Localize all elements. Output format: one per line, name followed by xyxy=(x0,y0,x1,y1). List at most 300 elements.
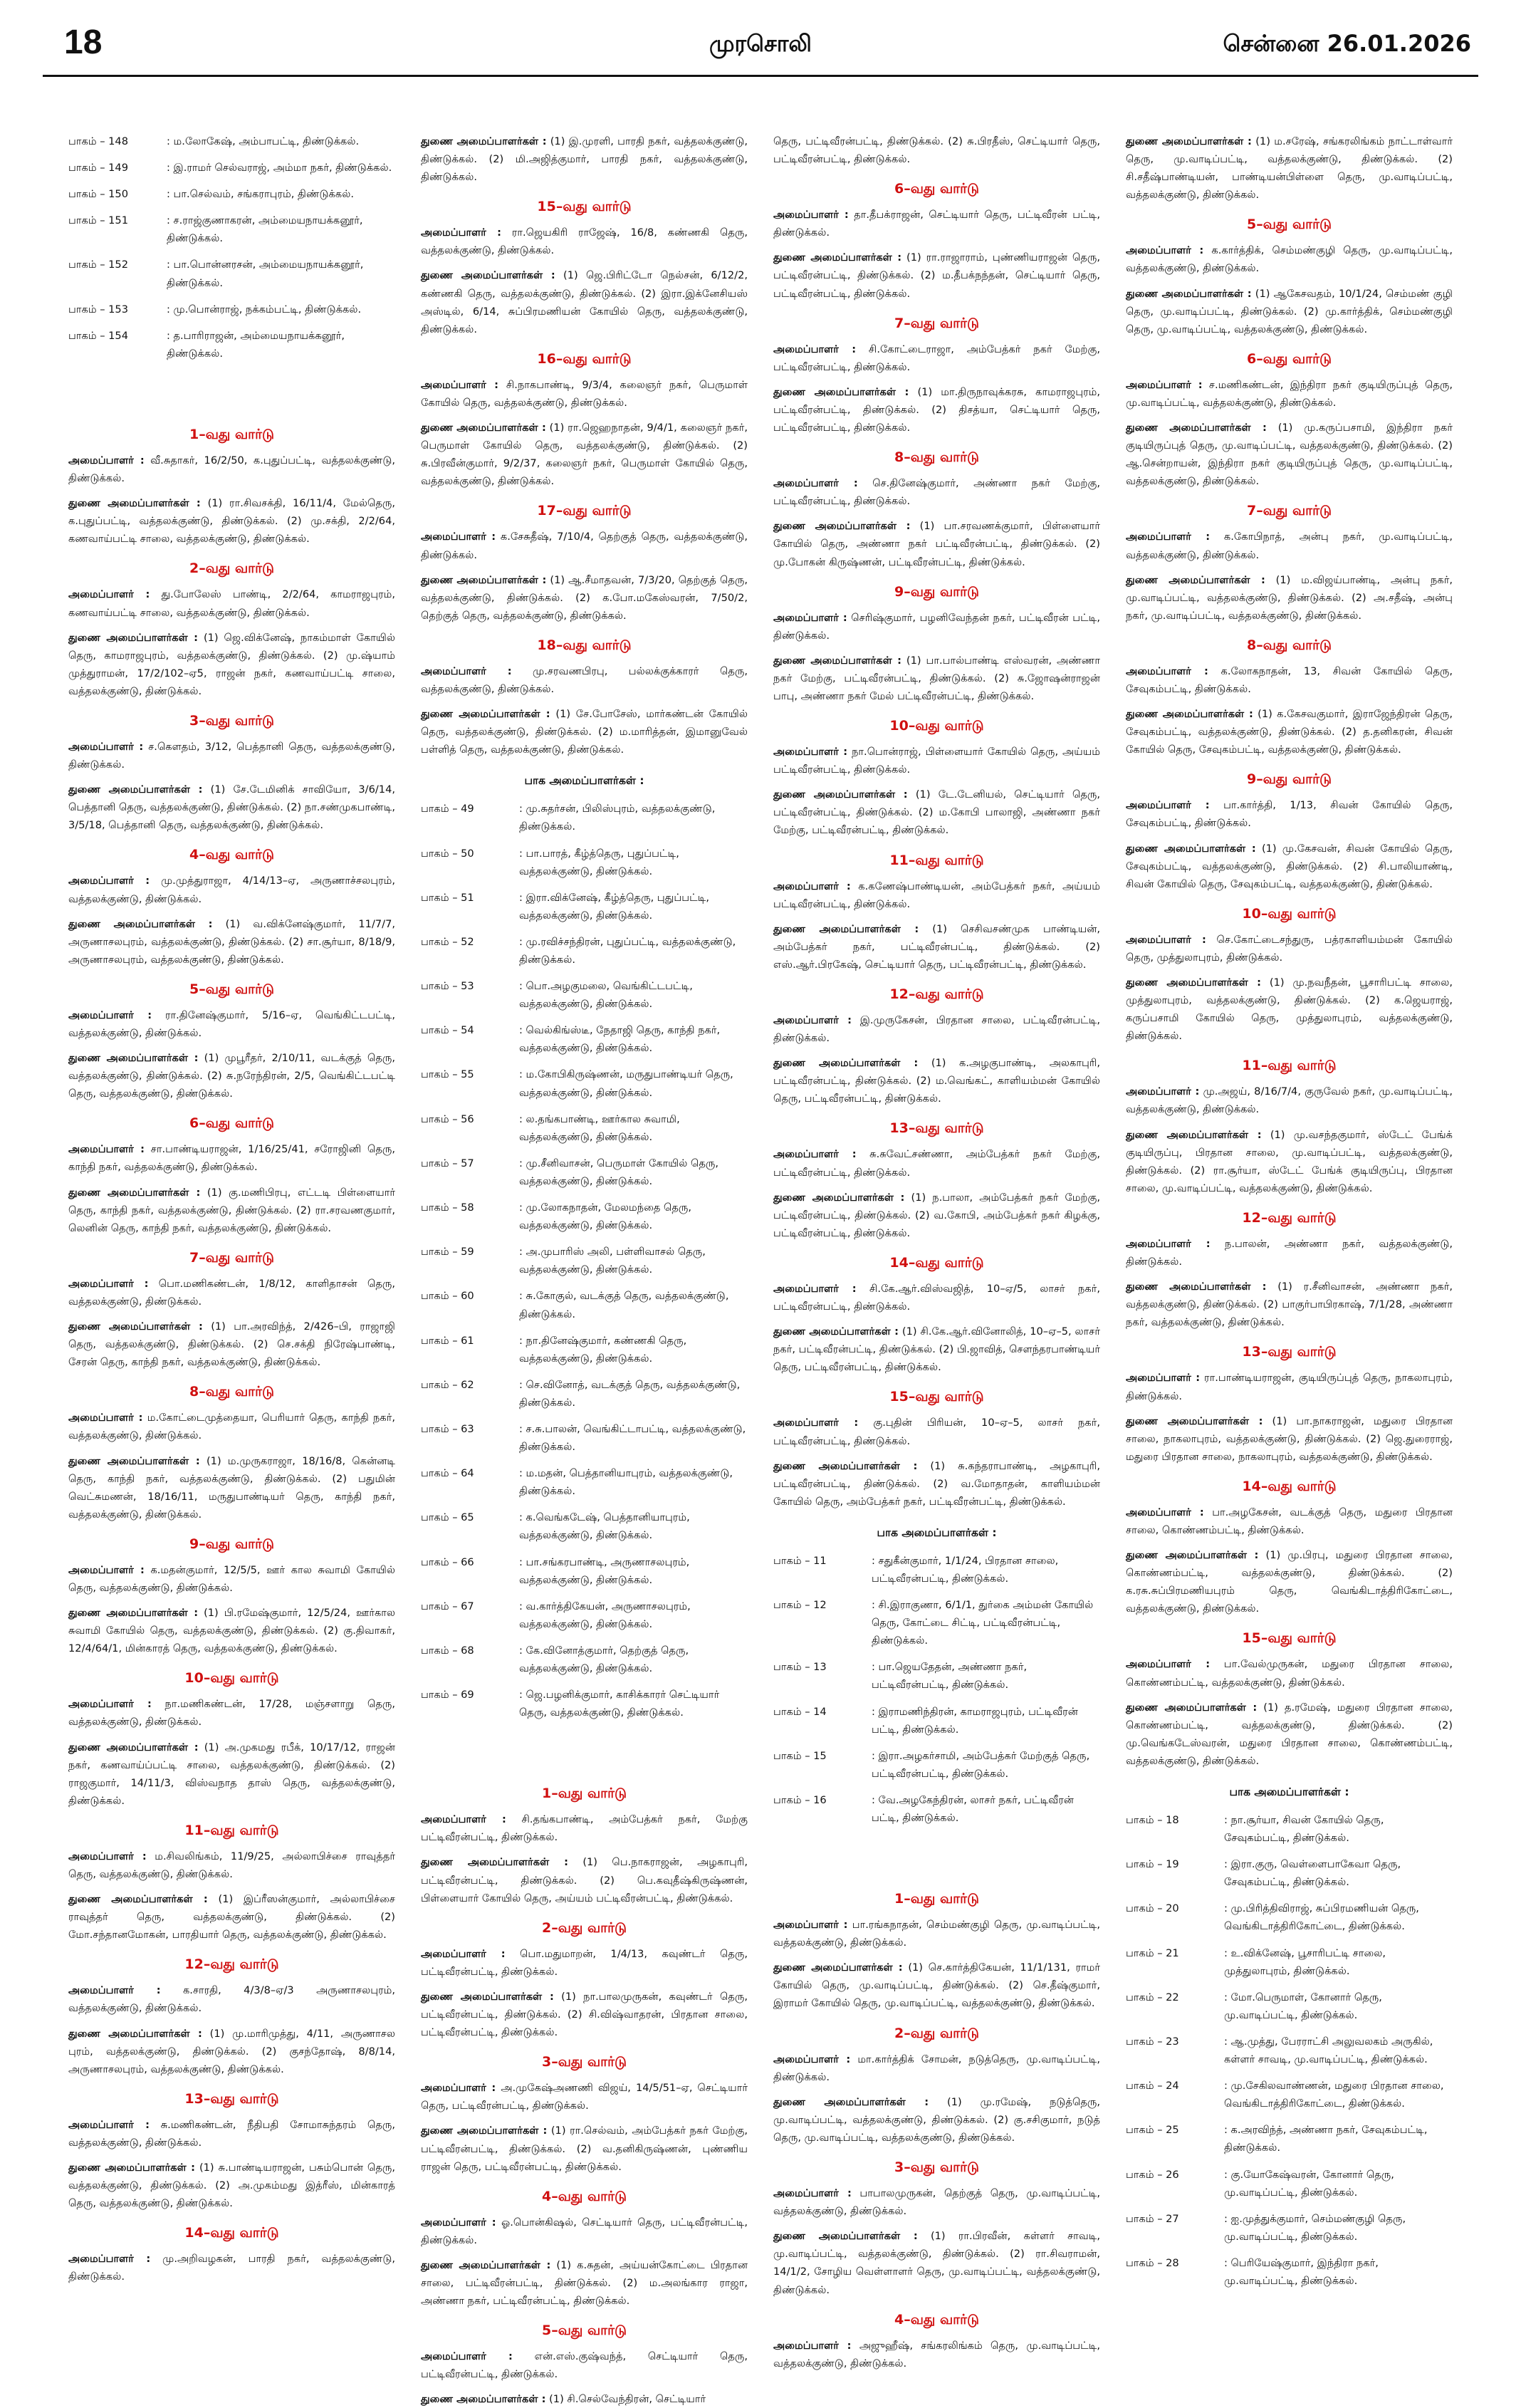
deputy-names: (1) ரா.ராஜாராம், புண்ணியராஜன் தெரு, பட்டிவீரன்பட்டி, திண்டுக்கல். (2) ம.தீபக்நந்தன், செட்டியார் தெரு, பட்டிவீரன்பட்டி, திண்டுக்கல். xyxy=(773,251,1100,300)
deputy-label: துணை அமைப்பாளர்கள் : xyxy=(1126,1281,1267,1293)
deputy-organisers-entry xyxy=(68,781,395,834)
organiser-label: அமைப்பாளர் : xyxy=(1126,1506,1204,1518)
deputy-label: துணை அமைப்பாளர்கள் : xyxy=(773,654,901,667)
deputy-organisers-entry xyxy=(68,1604,395,1657)
deputy-label: துணை அமைப்பாளர்கள் : xyxy=(68,1741,199,1753)
booth-entry xyxy=(1126,1989,1453,2024)
ward-heading: 16–வது வார்டு xyxy=(537,350,632,367)
deputy-names: (1) ரா.பிரவீன், கள்ளர் சாவடி, மு.வாடிப்பட்டி, வத்தலக்குண்டு, திண்டுக்கல். (2) ரா.சிவராமன், 14/1/2, சோழிய வெள்ளாளர் தெரு, மு.வாடிப்பட்டி, வத்தலக்குண்டு, திண்டுக்கல். xyxy=(773,2230,1100,2296)
booth-incharge: : செ.வினோத், வடக்குத் தெரு, வத்தலக்குண்டு, திண்டுக்கல். xyxy=(519,1378,741,1409)
deputy-organisers-entry xyxy=(68,1049,395,1103)
deputy-names: (1) க.சுதன், அய்யன்கோட்டை பிரதான சாலை, பட்டிவீரன்பட்டி, திண்டுக்கல். (2) ம.அலங்கார ராஜா, அண்ணா நகர், பட்டிவீரன்பட்டி, திண்டுக்கல். xyxy=(421,2258,748,2308)
organiser-name: ரா.பாண்டியராஜன், குடியிருப்புத் தெரு, நாகலாபுரம், திண்டுக்கல். xyxy=(1126,1372,1453,1402)
organiser-entry xyxy=(68,738,395,773)
organiser-entry xyxy=(421,376,748,412)
deputy-organisers-entry xyxy=(421,2390,748,2408)
booth-entry xyxy=(68,159,395,177)
organiser-name: மா.கார்த்திக் சோமன், நடுத்தெரு, மு.வாடிப்பட்டி, திண்டுக்கல். xyxy=(773,2053,1101,2083)
organiser-label: அமைப்பாளர் : xyxy=(421,664,512,677)
spacer xyxy=(68,371,395,414)
deputy-names: (1) மு.ரமேஷ், நடுத்தெரு, மு.வாடிப்பட்டி, வத்தலக்குண்டு, திண்டுக்கல். (2) கு.சசிகுமார், நடுத் தெரு, மு.வாடிப்பட்டி, வத்தலக்குண்டு, திண்டுக்கல். xyxy=(773,2095,1100,2144)
organiser-entry xyxy=(773,474,1100,510)
booth-number: பாகம் – 54 xyxy=(421,1024,474,1037)
organiser-entry xyxy=(68,2116,395,2152)
booth-incharge: : மு.லோகநாதன், மேலமந்தை தெரு, வத்தலக்குண்டு, திண்டுக்கல். xyxy=(519,1202,692,1232)
booth-incharge: : க.வெங்கடேஷ், பெத்தானியாபுரம், வத்தலக்குண்டு, திண்டுக்கல். xyxy=(519,1511,690,1542)
booth-number: பாகம் – 13 xyxy=(773,1661,827,1674)
column-2 xyxy=(421,132,748,2406)
organiser-entry xyxy=(773,1145,1100,1181)
booth-incharge: : பா.செல்வம், சங்கராபுரம், திண்டுக்கல். xyxy=(167,188,354,201)
organiser-label: அமைப்பாளர் : xyxy=(421,531,496,543)
organiser-name: சி.நாகபாண்டி, 9/3/4, கலைஞர் நகர், பெருமாள் கோயில் தெரு, வத்தலக்குண்டு, திண்டுக்கல். xyxy=(421,378,748,409)
booth-number: பாகம் – 151 xyxy=(68,214,128,227)
booth-incharge: : பெரியேஷ்குமார், இந்திரா நகர், மு.வாடிப்பட்டி, திண்டுக்கல். xyxy=(1224,2256,1379,2287)
booth-entry xyxy=(68,185,395,203)
booth-entry xyxy=(421,1065,748,1101)
deputy-names: (1) க.கேசவகுமார், இராஜேந்திரன் தெரு, சேவுகம்பட்டி, வத்தலக்குண்டு, திண்டுக்கல். (2) த.தனிகரன், சிவன் கோயில் தெரு, சேவுகம்பட்டி, வத்தலக்குண்டு, திண்டுக்கல். xyxy=(1126,708,1453,756)
deputy-organisers-entry xyxy=(773,920,1100,974)
booth-entry xyxy=(773,1596,1100,1649)
deputy-organisers-entry xyxy=(1126,705,1453,759)
booth-entry xyxy=(421,1287,748,1323)
spacer xyxy=(773,1835,1100,1878)
booth-entry xyxy=(773,1703,1100,1739)
deputy-names: (1) இ.முரளி, பாரதி நகர், வத்தலக்குண்டு, திண்டுக்கல். (2) மி.அஜித்குமார், பாரதி நகர், வத்தலக்குண்டு, திண்டுக்கல். xyxy=(421,135,748,184)
booth-number: பாகம் – 19 xyxy=(1126,1858,1179,1871)
deputy-names: (1) மு.நவநீதன், பூசாரிபட்டி சாலை, முத்துலாபுரம், வத்தலக்குண்டு, திண்டுக்கல். (2) க.ஜெயராஜ், கருப்பசாமி கோயில் தெரு, முத்துலாபுரம், வத்தலக்குண்டு, திண்டுக்கல். xyxy=(1126,976,1453,1043)
deputy-label: துணை அமைப்பாளர்கள் : xyxy=(68,1607,199,1620)
organiser-entry xyxy=(68,585,395,621)
booth-incharge: : பொ.அழகுமலை, வெங்கிட்டபட்டி, வத்தலக்குண்டு, திண்டுக்கல். xyxy=(519,980,693,1011)
organiser-label: அமைப்பாளர் : xyxy=(773,1417,859,1429)
ward-heading: 4–வது வார்டு xyxy=(542,2188,627,2204)
booth-number: பாகம் – 64 xyxy=(421,1467,474,1480)
deputy-organisers-entry xyxy=(773,1054,1100,1107)
booth-incharge: : ம.மதன், பெத்தானியாபுரம், வத்தலக்குண்டு, திண்டுக்கல். xyxy=(519,1467,733,1498)
booth-number: பாகம் – 16 xyxy=(773,1793,827,1806)
organiser-name: பா.ரங்கநாதன், செம்மண்குழி தெரு, மு.வாடிப்பட்டி, வத்தலக்குண்டு, திண்டுக்கல். xyxy=(773,1919,1100,1949)
ward-heading: 13–வது வார்டு xyxy=(889,1120,984,1137)
organiser-name: ரா.தினேஷ்குமார், 5/16–ஏ, வெங்கிட்டபட்டி, வத்தலக்குண்டு, திண்டுக்கல். xyxy=(68,1008,396,1039)
booth-number: பாகம் – 50 xyxy=(421,847,474,860)
ward-heading: 12–வது வார்டு xyxy=(184,1956,279,1973)
organiser-name: க.சாரதி, 4/3/8–ஏ/3 அருணாசலபுரம், வத்தலக்குண்டு, திண்டுக்கல். xyxy=(68,1984,396,2015)
booth-entry xyxy=(1126,1944,1453,1980)
deputy-label: துணை அமைப்பாளர்கள் : xyxy=(421,2258,551,2271)
deputy-names: (1) சு.பாண்டியராஜன், பசும்பொன் தெரு, வத்தலக்குண்டு, திண்டுக்கல். (2) அ.முகம்மது இத்ரீஸ், மின்காரத் தெரு, வத்தலக்குண்டு, திண்டுக்கல். xyxy=(68,2162,396,2210)
organiser-label: அமைப்பாளர் : xyxy=(773,880,851,892)
booth-entry xyxy=(421,1420,748,1456)
organiser-name: மு.அஜய், 8/16/7/4, குருவேல் நகர், மு.வாடிப்பட்டி, வத்தலக்குண்டு, திண்டுக்கல். xyxy=(1126,1085,1453,1116)
booth-entry xyxy=(421,1243,748,1278)
organiser-label: அமைப்பாளர் : xyxy=(421,1947,506,1960)
organiser-name: க.லோகநாதன், 13, சிவன் கோயில் தெரு, சேவுகம்பட்டி, திண்டுக்கல். xyxy=(1126,664,1453,695)
organiser-name: செரிஷ்குமார், பழனிவேந்தன் நகர், பட்டிவீரன் பட்டி, திண்டுக்கல். xyxy=(773,611,1100,642)
deputy-names: (1) பா.அரவிந்த், 2/426–பி, ராஜாஜி தெரு, வத்தலக்குண்டு, திண்டுக்கல். (2) செ.சக்தி நிரேஷ்பாண்டி, சேரன் தெரு, காந்தி நகர், வத்தலக்குண்டு, திண்டுக்கல். xyxy=(68,1320,395,1369)
column-4 xyxy=(1126,132,1453,2333)
booth-number: பாகம் – 23 xyxy=(1126,2035,1179,2048)
deputy-names: (1) சே.டேமினிக் சாவியோ, 3/6/14, பெத்தானி தெரு, வத்தலக்குண்டு, திண்டுக்கல். (2) நா.சண்முகபாண்டி, 3/5/18, பெத்தானி தெரு, வத்தலக்குண்டு, திண்டுக்கல். xyxy=(68,783,396,832)
organiser-name: தா.தீபக்ராஜன், செட்டியார் தெரு, பட்டிவீரன் பட்டி, திண்டுக்கல். xyxy=(773,209,1100,239)
deputy-names: (1) செசிவசண்முக பாண்டியன், அம்பேத்கர் நகர், பட்டிவீரன்பட்டி, திண்டுக்கல். (2) எஸ்.ஆர்.பிரகேஷ், செட்டியார் தெரு, பட்டிவீரன்பட்டி, திண்டுக்கல். xyxy=(773,922,1100,971)
organiser-label: அமைப்பாளர் : xyxy=(68,1412,143,1424)
booth-number: பாகம் – 67 xyxy=(421,1600,474,1612)
section-heading-booth-organisers: பாக அமைப்பாளர்கள் : xyxy=(1229,1786,1349,1798)
deputy-label: துணை அமைப்பாளர்கள் : xyxy=(68,2027,202,2040)
booth-entry xyxy=(421,933,748,969)
deputy-label: துணை அமைப்பாளர்கள் : xyxy=(421,2393,546,2406)
deputy-organisers-entry xyxy=(1126,1278,1453,1331)
organiser-entry xyxy=(68,872,395,907)
organiser-name: பா.வேல்முருகன், மதுரை பிரதான சாலை, கொண்ணம்பட்டி, வத்தலக்குண்டு, திண்டுக்கல். xyxy=(1126,1658,1453,1689)
deputy-names: (1) மா.திருநாவுக்கரசு, காமராஜபுரம், பட்டிவீரன்பட்டி, திண்டுக்கல். (2) திசத்யா, செட்டியார் தெரு, பட்டிவீரன்பட்டி, திண்டுக்கல். xyxy=(773,385,1100,434)
organiser-name: ம.கோட்டைமுத்தையா, பெரியார் தெரு, காந்தி நகர், வத்தலக்குண்டு, திண்டுக்கல். xyxy=(68,1412,396,1442)
deputy-label: துணை அமைப்பாளர்கள் : xyxy=(421,1990,554,2003)
booth-number: பாகம் – 63 xyxy=(421,1422,474,1435)
deputy-label: துணை அமைப்பாளர்கள் : xyxy=(421,1856,568,1869)
booth-incharge: : ஆ.முத்து, பேரராட்சி அலுவலகம் அருகில், கள்ளர் சாவடி, மு.வாடிப்பட்டி, திண்டுக்கல். xyxy=(1224,2035,1433,2066)
booth-incharge: : இரா.குரு, வெள்ளைபாகேவா தெரு, சேவுகம்பட்டி, திண்டுக்கல். xyxy=(1224,1858,1401,1889)
booth-entry xyxy=(421,1597,748,1633)
booth-entry xyxy=(421,889,748,924)
dateline: சென்னை 26.01.2026 xyxy=(1223,30,1471,57)
organiser-entry xyxy=(773,877,1100,913)
deputy-names: (1) சி.செல்வேந்திரன், செட்டியார் xyxy=(549,2393,706,2406)
deputy-label: துணை அமைப்பாளர்கள் : xyxy=(68,917,213,930)
deputy-names: (1) செ.கார்த்திகேயன், 11/1/131, ராமர் கோயில் தெரு, மு.வாடிப்பட்டி, திண்டுக்கல். (2) செ.தீஷ்குமார், இராமர் கோயில் தெரு, மு.வாடிப்பட்டி, வத்தலக்குண்டு, திண்டுக்கல். xyxy=(773,1961,1100,2010)
deputy-organisers-entry xyxy=(421,266,748,338)
booth-incharge: : ஐ.முத்துக்குமார், செம்மண்குழி தெரு, மு.வாடிப்பட்டி, திண்டுக்கல். xyxy=(1224,2212,1406,2243)
organiser-name: க.கோபிநாத், அன்பு நகர், மு.வாடிப்பட்டி, வத்தலக்குண்டு, திண்டுக்கல். xyxy=(1126,531,1453,561)
booth-number: பாகம் – 149 xyxy=(68,162,128,174)
deputy-names: (1) த.ரமேஷ், மதுரை பிரதான சாலை, கொண்ணம்பட்டி, வத்தலக்குண்டு, திண்டுக்கல். (2) மு.வெங்கடேஸ்வரன், மதுரை பிரதான சாலை, கொண்ணம்பட்டி, வத்தலக்குண்டு, திண்டுக்கல். xyxy=(1126,1701,1453,1767)
ward-heading: 13–வது வார்டு xyxy=(1242,1344,1337,1360)
organiser-entry xyxy=(1126,931,1453,966)
organiser-name: க.சேசுதீஷ், 7/10/4, தெற்குத் தெரு, வத்தலக்குண்டு, திண்டுக்கல். xyxy=(421,531,748,561)
deputy-organisers-entry xyxy=(1126,1126,1453,1197)
ward-heading: 14–வது வார்டு xyxy=(889,1254,984,1271)
organiser-label: அமைப்பாளர் : xyxy=(421,2350,513,2363)
ward-heading: 1–வது வார்டு xyxy=(542,1786,627,1802)
booth-number: பாகம் – 27 xyxy=(1126,2212,1179,2225)
organiser-name: து.போலேஸ் பாண்டி, 2/2/64, காமராஜபுரம், கணவாய்பட்டி சாலை, வத்தலக்குண்டு, திண்டுக்கல். xyxy=(68,588,395,619)
booth-entry xyxy=(421,1553,748,1589)
booth-number: பாகம் – 56 xyxy=(421,1112,474,1125)
deputy-organisers-entry xyxy=(421,571,748,625)
booth-incharge: : இரா.அழகர்சாமி, அம்பேத்கர் மேற்குத் தெரு, பட்டிவீரன்பட்டி, திண்டுக்கல். xyxy=(872,1749,1090,1780)
booth-entry xyxy=(421,1021,748,1057)
booth-entry xyxy=(68,212,395,247)
booth-number: பாகம் – 154 xyxy=(68,329,128,342)
booth-number: பாகம் – 20 xyxy=(1126,1902,1179,1915)
organiser-name: ஓ.பொன்கிஷல், செட்டியார் தெரு, பட்டிவீரன்பட்டி, திண்டுக்கல். xyxy=(421,2216,748,2246)
booth-incharge: : பா.பொன்னரசன், அம்மையநாயக்கனூர், திண்டுக்கல். xyxy=(167,259,364,289)
deputy-organisers-entry xyxy=(421,705,748,759)
organiser-name: மு.அறிவழகன், பாரதி நகர், வத்தலக்குண்டு, திண்டுக்கல். xyxy=(68,2253,396,2283)
ward-heading: 15–வது வார்டு xyxy=(889,1389,984,1405)
organiser-entry xyxy=(68,1140,395,1176)
organiser-label: அமைப்பாளர் : xyxy=(773,746,848,759)
booth-number: பாகம் – 153 xyxy=(68,303,128,316)
ward-heading: 15–வது வார்டு xyxy=(1242,1630,1337,1647)
booth-number: பாகம் – 60 xyxy=(421,1290,474,1303)
deputy-label: துணை அமைப்பாளர்கள் : xyxy=(773,788,908,801)
booth-number: பாகம் – 58 xyxy=(421,1202,474,1214)
deputy-organisers-entry xyxy=(773,786,1100,839)
organiser-entry xyxy=(1126,1369,1453,1404)
booth-entry xyxy=(1126,2254,1453,2290)
ward-heading: 5–வது வார்டு xyxy=(542,2323,627,2339)
organiser-label: அமைப்பாளர் : xyxy=(421,2216,496,2229)
deputy-names: (1) ஆகேசவதம், 10/1/24, செம்மண் குழி தெரு, மு.வாடிப்பட்டி, திண்டுக்கல். (2) மு.கார்த்திக், செம்மண்குழி தெரு, மு.வாடிப்பட்டி, வத்தலக்குண்டு, திண்டுக்கல். xyxy=(1126,287,1453,335)
deputy-label: துணை அமைப்பாளர்கள் : xyxy=(68,2162,196,2174)
organiser-entry xyxy=(773,609,1100,645)
organiser-name: க.மதன்குமார், 12/5/5, ஊர் கால சுவாமி கோயில் தெரு, வத்தலக்குண்டு, திண்டுக்கல். xyxy=(68,1563,395,1594)
booth-number: பாகம் – 65 xyxy=(421,1511,474,1524)
deputy-label: துணை அமைப்பாளர்கள் : xyxy=(421,135,547,147)
deputy-label: துணை அமைப்பாளர்கள் : xyxy=(773,2230,918,2243)
organiser-entry xyxy=(68,2250,395,2285)
booth-incharge: : நா.சூர்யா, சிவன் கோயில் தெரு, சேவுகம்பட்டி, திண்டுக்கல். xyxy=(1224,1814,1384,1845)
deputy-organisers-entry xyxy=(68,1318,395,1371)
deputy-organisers-entry xyxy=(1126,1546,1453,1617)
deputy-names: (1) மு.கருப்பசாமி, இந்திரா நகர் குடியிருப்புத் தெரு, மு.வாடிப்பட்டி, வத்தலக்குண்டு, திண்டுக்கல். (2) ஆ.சென்றாயன், இந்திரா நகர் குடியிருப்புத் தெரு, மு.வாடிப்பட்டி, வத்தலக்குண்டு, திண்டுக்கல். xyxy=(1126,422,1453,488)
booth-entry xyxy=(421,1508,748,1544)
organiser-label: அமைப்பாளர் : xyxy=(1126,933,1206,946)
booth-entry xyxy=(421,1155,748,1190)
booth-number: பாகம் – 28 xyxy=(1126,2256,1179,2269)
organiser-label: அமைப்பாளர் : xyxy=(1126,531,1211,543)
article-columns xyxy=(68,132,1453,2406)
deputy-label: துணை அமைப்பாளர்கள் : xyxy=(1126,287,1252,300)
booth-number: பாகம் – 11 xyxy=(773,1554,827,1567)
booth-entry xyxy=(773,1791,1100,1827)
deputy-names: (1) முபூரீதர், 2/10/11, வடக்குத் தெரு, வத்தலக்குண்டு, திண்டுக்கல். (2) சு.நரேந்திரன், 2/5, வெங்கிட்டபட்டி தெரு, வத்தலக்குண்டு, திண்டுக்கல். xyxy=(68,1052,395,1100)
deputy-label: துணை அமைப்பாளர்கள் : xyxy=(1126,422,1267,434)
deputy-organisers-entry xyxy=(421,1853,748,1907)
organiser-name: மு.முத்துராஜா, 4/14/13–ஏ, அருணாச்சலபுரம், வத்தலக்குண்டு, திண்டுக்கல். xyxy=(68,875,396,905)
ward-heading: 10–வது வார்டு xyxy=(1242,905,1337,922)
deputy-label: துணை அமைப்பாளர்கள் : xyxy=(773,1325,899,1338)
booth-entry xyxy=(421,1110,748,1146)
ward-heading: 7–வது வார்டு xyxy=(894,315,979,331)
organiser-entry xyxy=(421,528,748,563)
deputy-label: துணை அமைப்பாளர்கள் : xyxy=(421,269,555,282)
organiser-name: பொ.மதுமாறன், 1/4/13, கவுண்டர் தெரு, பட்டிவீரன்பட்டி, திண்டுக்கல். xyxy=(421,1947,748,1978)
organiser-name: சு.சுவேட்சண்ணா, அம்பேத்கர் நகர் மேற்கு, பட்டிவீரன்பட்டி, திண்டுக்கல். xyxy=(773,1148,1100,1179)
booth-incharge: : மு.பொன்ராஜ், நக்கம்பட்டி, திண்டுக்கல். xyxy=(167,303,362,316)
booth-number: பாகம் – 55 xyxy=(421,1068,474,1081)
booth-incharge: : சதுகீன்குமார், 1/1/24, பிரதான சாலை, பட்டிவீரன்பட்டி, திண்டுக்கல். xyxy=(872,1554,1059,1585)
organiser-name: பொ.மணிகண்டன், 1/8/12, காளிதாசன் தெரு, வத்தலக்குண்டு, திண்டுக்கல். xyxy=(68,1277,395,1308)
organiser-entry xyxy=(421,2214,748,2249)
deputy-names: (1) இப்ரீஸன்குமார், அல்லாபிச்சை ராவுத்தர் தெரு, வத்தலக்குண்டு, திண்டுக்கல். (2) மோ.சந்தானமோகன், பாரதியார் தெரு, வத்தலக்குண்டு, திண்டுக்கல். xyxy=(68,1893,396,1941)
booth-incharge: : இராமணிந்திரன், காமராஜபுரம், பட்டிவீரன் பட்டி, திண்டுக்கல். xyxy=(872,1705,1078,1736)
ward-heading: 1–வது வார்டு xyxy=(189,426,274,442)
organiser-label: அமைப்பாளர் : xyxy=(773,1014,852,1026)
deputy-names: (1) மு.கேசவன், சிவன் கோயில் தெரு, சேவுகம்பட்டி, வத்தலக்குண்டு, திண்டுக்கல். (2) சி.பாலியாண்டி, சிவன் கோயில் தெரு, சேவுகம்பட்டி, வத்தலக்குண்டு, திண்டுக்கல். xyxy=(1126,842,1453,890)
deputy-organisers-entry xyxy=(773,1457,1100,1511)
ward-heading: 18–வது வார்டு xyxy=(537,637,632,653)
deputy-label: துணை அமைப்பாளர்கள் : xyxy=(773,385,909,398)
deputy-names: (1) சு.கந்தராபாண்டி, அழகாபுரி, பட்டிவீரன்பட்டி, திண்டுக்கல். (2) வ.மோதாதன், காளியம்மன் கோயில் தெரு, அம்பேத்கர் நகர், பட்டிவீரன்பட்டி, திண்டுக்கல். xyxy=(773,1459,1100,1508)
deputy-organisers-entry xyxy=(421,419,748,490)
organiser-label: அமைப்பாளர் : xyxy=(773,343,857,355)
booth-incharge: : கு.யோகேஷ்வரன், கோனார் தெரு, மு.வாடிப்பட்டி, திண்டுக்கல். xyxy=(1224,2168,1394,2199)
deputy-organisers-entry xyxy=(1126,419,1453,490)
deputy-label: துணை அமைப்பாளர்கள் : xyxy=(1126,1128,1262,1141)
booth-number: பாகம் – 68 xyxy=(421,1644,474,1657)
deputy-names: (1) ரா.செல்வம், அம்பேத்கர் நகர் மேற்கு, பட்டிவீரன்பட்டி, திண்டுக்கல். (2) வ.தனிகிருஷ்ணன், புண்ணிய ராஜன் தெரு, பட்டிவீரன்பட்டி, திண்டுக்கல். xyxy=(421,2125,748,2173)
organiser-label: அமைப்பாளர் : xyxy=(421,378,499,391)
organiser-name: மு.சரவணபிரபு, பல்லக்குக்காரர் தெரு, வத்தலக்குண்டு, திண்டுக்கல். xyxy=(421,664,748,695)
booth-entry xyxy=(68,256,395,291)
deputy-label: துணை அமைப்பாளர்கள் : xyxy=(773,251,902,264)
ward-heading: 6–வது வார்டு xyxy=(1247,350,1332,367)
deputy-organisers-entry xyxy=(773,2093,1100,2147)
organiser-entry xyxy=(773,1916,1100,1951)
deputy-label: துணை அமைப்பாளர்கள் : xyxy=(773,2095,929,2108)
booth-incharge: : ஜெ.பழனிக்குமார், காசிக்காரர் செட்டியார் தெரு, வத்தலக்குண்டு, திண்டுக்கல். xyxy=(519,1689,720,1719)
booth-entry xyxy=(421,1199,748,1234)
ward-heading: 7–வது வார்டு xyxy=(189,1249,274,1266)
organiser-entry xyxy=(773,340,1100,376)
organiser-entry xyxy=(1126,1503,1453,1539)
ward-heading: 3–வது வார்டு xyxy=(189,712,274,729)
booth-incharge: : ல.தங்கபாண்டி, ஊர்கால சுவாமி, வத்தலக்குண்டு, திண்டுக்கல். xyxy=(519,1112,680,1143)
deputy-names: (1) மு.பிரபு, மதுரை பிரதான சாலை, கொண்ணம்பட்டி, வத்தலக்குண்டு, திண்டுக்கல். (2) க.ரசு.சுப்பிரமணியபுரம் தெரு, வெங்கிடாத்திரிகோட்டை, வத்தலக்குண்டு, திண்டுக்கல். xyxy=(1126,1549,1453,1615)
organiser-name: இ.முருகேசன், பிரதான சாலை, பட்டிவீரன்பட்டி, திண்டுக்கல். xyxy=(773,1014,1100,1045)
organiser-entry xyxy=(773,2184,1100,2220)
booth-incharge: : பா.ஜெயதேதன், அண்ணா நகர், பட்டிவீரன்பட்டி, திண்டுக்கல். xyxy=(872,1661,1028,1692)
deputy-organisers-entry xyxy=(68,2159,395,2212)
booth-entry xyxy=(1126,2166,1453,2201)
deputy-label: துணை அமைப்பாளர்கள் : xyxy=(1126,708,1253,721)
deputy-label: துணை அமைப்பாளர்கள் : xyxy=(773,1459,918,1472)
newspaper-title: முரசொலி xyxy=(709,30,812,57)
deputy-names: (1) டே.டேனியல், செட்டியார் தெரு, பட்டிவீரன்பட்டி, திண்டுக்கல். (2) ம.கோபி பாலாஜி, அண்ணா நகர் மேற்கு, பட்டிவீரன்பட்டி, திண்டுக்கல். xyxy=(773,788,1100,837)
organiser-label: அமைப்பாளர் : xyxy=(421,2082,496,2095)
organiser-label: அமைப்பாளர் : xyxy=(68,1698,152,1711)
organiser-entry xyxy=(421,1810,748,1846)
booth-number: பாகம் – 150 xyxy=(68,188,128,201)
organiser-label: அமைப்பாளர் : xyxy=(68,2118,150,2131)
organiser-entry xyxy=(68,1847,395,1883)
booth-incharge: : த.பாரிராஜன், அம்மையநாயக்கனூர், திண்டுக்கல். xyxy=(167,329,345,360)
deputy-label: துணை அமைப்பாளர்கள் : xyxy=(68,783,203,796)
deputy-names: (1) சே.போசேஸ், மார்கண்டன் கோயில் தெரு, வத்தலக்குண்டு, திண்டுக்கல். (2) ம.மாரித்தன், இமானுவேல் பள்ளித் தெரு, வத்தலக்குண்டு, திண்டுக்கல். xyxy=(421,708,748,756)
organiser-entry xyxy=(773,206,1100,241)
deputy-label: துணை அமைப்பாளர்கள் : xyxy=(1126,976,1261,989)
organiser-name: அ.முகேஷ்அணணி விஜய், 14/5/51–ஏ, செட்டியார் தெரு, பட்டிவீரன்பட்டி, திண்டுக்கல். xyxy=(421,2082,748,2112)
deputy-label: துணை அமைப்பாளர்கள் : xyxy=(68,1052,199,1065)
booth-incharge: : வெல்கிங்ஸ்டீ, நேதாஜி தெரு, காந்தி நகர், வத்தலக்குண்டு, திண்டுக்கல். xyxy=(519,1024,721,1055)
booth-incharge: : ம.லோகேஷ், அம்பாபட்டி, திண்டுக்கல். xyxy=(167,135,360,147)
booth-incharge: : மோ.பெருமாள், கோனார் தெரு, மு.வாடிப்பட்டி, திண்டுக்கல். xyxy=(1224,1991,1382,2021)
organiser-entry xyxy=(421,2079,748,2115)
organiser-label: அமைப்பாளர் : xyxy=(1126,1372,1201,1385)
ward-heading: 1–வது வார்டு xyxy=(894,1891,979,1907)
organiser-entry xyxy=(1126,528,1453,563)
ward-heading: 4–வது வார்டு xyxy=(189,847,274,863)
deputy-organisers-entry xyxy=(773,1959,1100,2012)
booth-number: பாகம் – 62 xyxy=(421,1378,474,1391)
deputy-organisers-entry xyxy=(1126,571,1453,625)
organiser-name: சா.பாண்டியராஜன், 1/16/25/41, சரோஜினி தெரு, காந்தி நகர், வத்தலக்குண்டு, திண்டுக்கல். xyxy=(68,1143,396,1174)
organiser-name: பாபாலமுருகன், தெற்குத் தெரு, மு.வாடிப்பட்டி, வத்தலக்குண்டு, திண்டுக்கல். xyxy=(773,2187,1101,2218)
organiser-entry xyxy=(1126,662,1453,698)
organiser-entry xyxy=(421,2347,748,2383)
booth-entry xyxy=(1126,1899,1453,1935)
deputy-organisers-entry xyxy=(421,1988,748,2041)
ward-heading: 5–வது வார்டு xyxy=(1247,217,1332,233)
organiser-label: அமைப்பாளர் : xyxy=(1126,1658,1211,1671)
organiser-label: அமைப்பாளர் : xyxy=(68,1277,149,1290)
deputy-organisers-entry xyxy=(68,1890,395,1944)
organiser-entry xyxy=(1126,1235,1453,1271)
section-heading-booth-organisers: பாக அமைப்பாளர்கள் : xyxy=(524,774,644,788)
organiser-entry xyxy=(68,1695,395,1731)
organiser-label: அமைப்பாளர் : xyxy=(773,2339,852,2352)
booth-incharge: : கே.வினோத்குமார், தெற்குத் தெரு, வத்தலக்குண்டு, திண்டுக்கல். xyxy=(519,1644,689,1674)
deputy-organisers-entry xyxy=(1126,285,1453,338)
ward-heading: 12–வது வார்டு xyxy=(1242,1209,1337,1226)
organiser-name: ம.சிவலிங்கம், 11/9/25, அல்லாபிச்சை ராவுத்தர் தெரு, வத்தலக்குண்டு, திண்டுக்கல். xyxy=(68,1850,395,1880)
deputy-names: (1) ர.சீனிவாசன், அண்ணா நகர், வத்தலக்குண்டு, திண்டுக்கல். (2) பாகுர்பாபிரகாஷ், 7/1/28, அண்ணா நகர், வத்தலக்குண்டு, திண்டுக்கல். xyxy=(1126,1281,1453,1329)
ward-heading: 3–வது வார்டு xyxy=(542,2054,627,2070)
deputy-label: துணை அமைப்பாளர்கள் : xyxy=(68,497,201,510)
booth-number: பாகம் – 12 xyxy=(773,1599,827,1612)
booth-incharge: : வே.அழகேந்திரன், லாசர் நகர், பட்டிவீரன் பட்டி, திண்டுக்கல். xyxy=(872,1793,1074,1824)
ward-heading: 8–வது வார்டு xyxy=(1247,637,1332,653)
deputy-label: துணை அமைப்பாளர்கள் : xyxy=(68,1454,200,1467)
ward-heading: 9–வது வார்டு xyxy=(189,1536,274,1552)
booth-number: பாகம் – 14 xyxy=(773,1705,827,1718)
booth-number: பாகம் – 22 xyxy=(1126,1991,1179,2003)
booth-entry xyxy=(1126,1855,1453,1891)
ward-heading: 6–வது வார்டு xyxy=(894,181,979,197)
organiser-entry xyxy=(773,743,1100,778)
deputy-label: துணை அமைப்பாளர்கள் : xyxy=(68,631,199,644)
booth-number: பாகம் – 21 xyxy=(1126,1946,1179,1959)
deputy-organisers-entry xyxy=(1126,132,1453,204)
deputy-organisers-entry xyxy=(68,2025,395,2078)
deputy-label: துணை அமைப்பாளர்கள் : xyxy=(68,1893,208,1906)
deputy-label: துணை அமைப்பாளர்கள் : xyxy=(421,708,550,721)
booth-incharge: : இ.ராமர் செல்வராஜ், அம்மா நகர், திண்டுக்கல். xyxy=(167,162,392,174)
organiser-name: பா.அழகேசன், வடக்குத் தெரு, மதுரை பிரதான சாலை, கொண்ணம்பட்டி, திண்டுக்கல். xyxy=(1126,1506,1453,1536)
booth-number: பாகம் – 24 xyxy=(1126,2080,1179,2092)
booth-entry xyxy=(421,977,748,1013)
ward-heading: 13–வது வார்டு xyxy=(184,2090,279,2107)
booth-entry xyxy=(773,1658,1100,1694)
deputy-organisers-entry xyxy=(68,1739,395,1810)
booth-entry xyxy=(773,1552,1100,1588)
booth-number: பாகம் – 18 xyxy=(1126,1814,1179,1826)
organiser-label: அமைப்பாளர் : xyxy=(421,1813,506,1826)
deputy-organisers-entry xyxy=(421,2122,748,2175)
deputy-names: (1) மு.மாரிமுத்து, 4/11, அருணாசல புரம், வத்தலக்குண்டு, திண்டுக்கல். (2) குசந்தோஷ், 8/8/14, அருணாசலபுரம், வத்தலக்குண்டு, திண்டுக்கல். xyxy=(68,2027,395,2075)
deputy-names: (1) மு.வசந்தகுமார், ஸ்டேட் பேங்க் குடியிருப்பு, பிரதான சாலை, மு.வாடிப்பட்டி, வத்தலக்குண்டு, திண்டுக்கல். (2) ரா.சூர்யா, ஸ்டேட் பேங்க் குடியிருப்பு, பிரதான சாலை, மு.வாடிப்பட்டி, வத்தலக்குண்டு, திண்டுக்கல். xyxy=(1126,1128,1453,1194)
booth-number: பாகம் – 25 xyxy=(1126,2124,1179,2137)
organiser-label: அமைப்பாளர் : xyxy=(1126,1085,1200,1098)
organiser-label: அமைப்பாளர் : xyxy=(68,454,145,467)
deputy-label: துணை அமைப்பாளர்கள் : xyxy=(773,520,911,533)
ward-heading: 11–வது வார்டு xyxy=(1242,1058,1337,1074)
ward-heading: 17–வது வார்டு xyxy=(537,503,632,519)
deputy-label: துணை அமைப்பாளர்கள் : xyxy=(1126,1414,1263,1427)
